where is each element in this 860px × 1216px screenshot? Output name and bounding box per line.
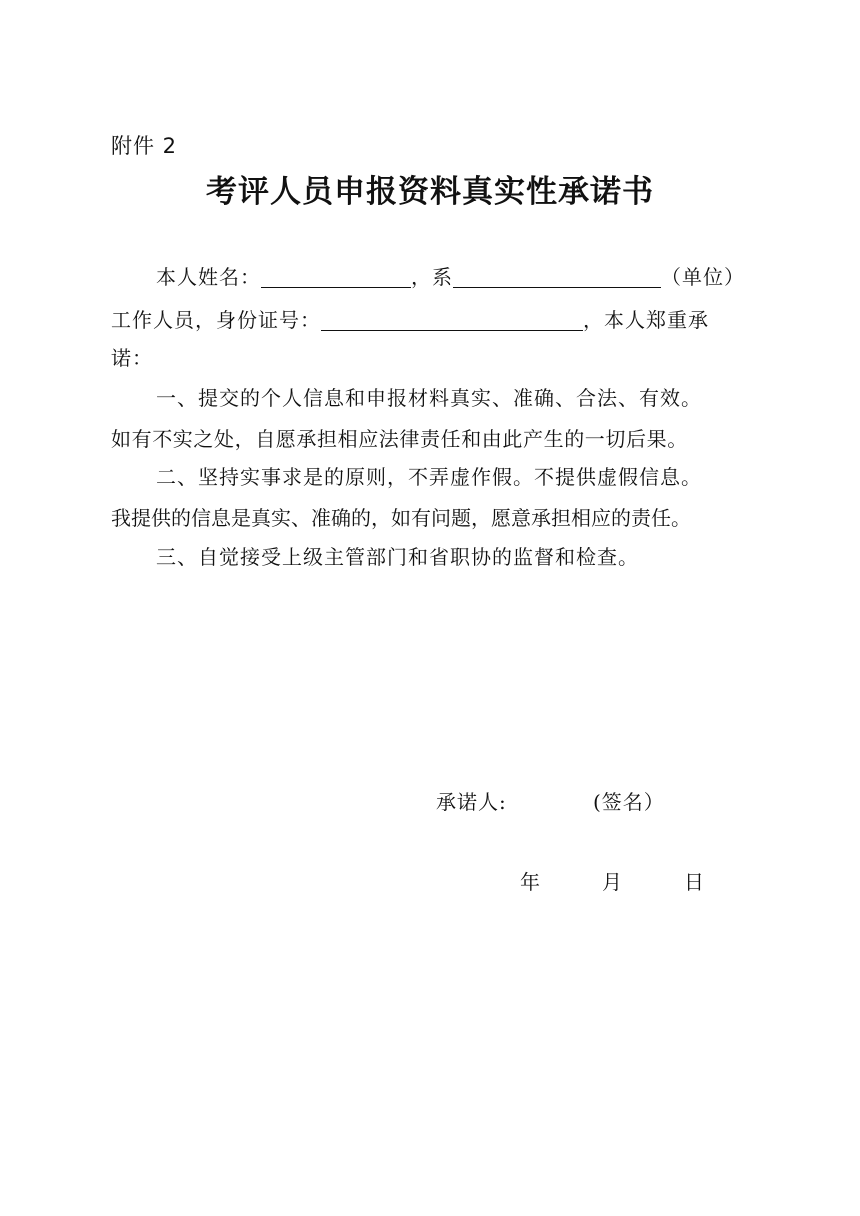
item-3-line-1: 三、自觉接受上级主管部门和省职协的监督和检查。 — [156, 545, 639, 569]
intro-line-3: 诺： — [111, 346, 153, 370]
attachment-label: 附件 2 — [111, 134, 178, 158]
id-number-label: 工作人员，身份证号： — [111, 308, 321, 332]
date-year-label: 年 — [520, 870, 541, 894]
name-blank-field — [261, 265, 411, 288]
intro-line-1 — [156, 262, 745, 292]
id-number-blank-field — [321, 308, 583, 331]
date-month-label: 月 — [602, 870, 623, 894]
item-1-line-1: 一、提交的个人信息和申报材料真实、准确、合法、有效。 — [156, 386, 702, 410]
unit-blank-field — [453, 265, 661, 288]
id-number-suffix: ，本人郑重承 — [583, 308, 709, 332]
dept-label: ，系 — [411, 265, 453, 289]
date-day-label: 日 — [684, 870, 705, 894]
item-2-line-2: 我提供的信息是真实、准确的，如有问题，愿意承担相应的责任。 — [111, 506, 691, 530]
unit-label: （单位） — [661, 265, 745, 289]
item-2-line-1: 二、坚持实事求是的原则，不弄虚作假。不提供虚假信息。 — [156, 465, 702, 489]
item-1-line-2: 如有不实之处，自愿承担相应法律责任和由此产生的一切后果。 — [111, 427, 688, 451]
promisor-label: 承诺人: — [436, 790, 507, 814]
name-label: 本人姓名： — [156, 265, 261, 289]
document-title: 考评人员申报资料真实性承诺书 — [206, 174, 654, 210]
intro-line-2 — [111, 305, 709, 335]
signature-label: (签名） — [593, 790, 665, 814]
